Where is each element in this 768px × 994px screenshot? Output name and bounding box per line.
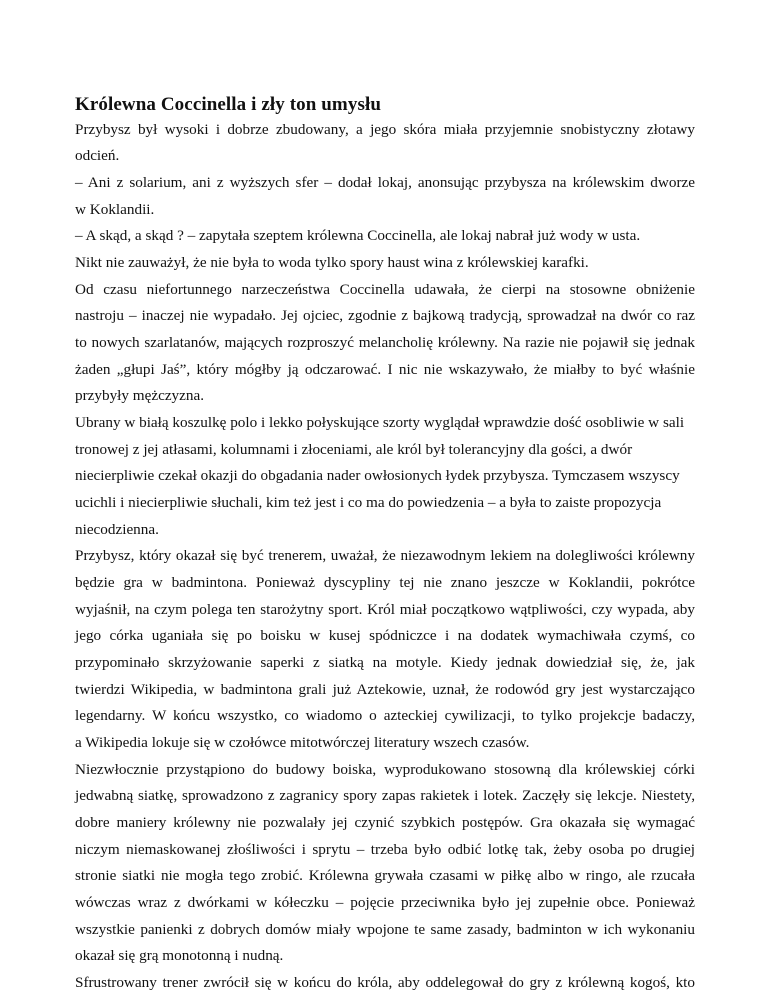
text-line: wyjaśnił, na czym polega ten starożytny sport. Król miał początkowo wątpliwości, czy wypada, aby: [75, 601, 695, 618]
text-line: nastroju – inaczej nie wypadało. Jej ojciec, zgodnie z bajkową tradycją, sprowadzał na dwór co raz: [75, 307, 695, 324]
text-line: odcień.: [75, 147, 120, 164]
text-line: będzie gra w badmintona. Ponieważ dyscypliny tej nie znano jeszcze w Koklandii, pokrótce: [75, 574, 695, 591]
text-line: dobre maniery królewny nie pozwalały jej czynić szybkich postępów. Gra okazała się wymagać: [75, 814, 695, 831]
text-line: przybyły mężczyzna.: [75, 387, 205, 404]
text-line: wówczas wraz z dwórkami w kółeczku – pojęcie przeciwnika było jej zupełnie obce. Ponieważ: [75, 894, 695, 911]
text-line: stronie siatki nie mogła tego zrobić. Królewna grywała czasami w piłkę albo w ringo, ale rzucała: [75, 867, 695, 884]
text-line: żaden „głupi Jaś”, który mógłby ją odczarować. I nic nie wskazywało, że miałby to być właśnie: [75, 361, 695, 378]
text-line: legendarny. W końcu wszystko, co wiadomo o azteckiej cywilizacji, to tylko projekcje badaczy,: [75, 707, 695, 724]
text-line: wszystkie panienki z dobrych domów miały wpojone te same zasady, badminton w ich wykonaniu: [75, 921, 695, 938]
text-line: twierdzi Wikipedia, w badmintona grali już Aztekowie, uznał, że rodowód gry jest wystarczająco: [75, 681, 695, 698]
text-line: jedwabną siatkę, sprowadzono z zagranicy spory zapas rakietek i lotek. Zaczęły się lekcje. Niestety,: [75, 787, 695, 804]
text-line: Nikt nie zauważył, że nie była to woda tylko spory haust wina z królewskiej karafki.: [75, 254, 589, 271]
text-line: niecierpliwie czekał okazji do obgadania nader owłosionych łydek przybysza. Tymczasem wszyscy: [75, 467, 680, 484]
text-line: niecodzienna.: [75, 521, 159, 538]
text-line: Niezwłocznie przystąpiono do budowy boiska, wyprodukowano stosowną dla królewskiej córki: [75, 761, 695, 778]
text-line: Ubrany w białą koszulkę polo i lekko połyskujące szorty wyglądał wprawdzie dość osobliwie w sali: [75, 414, 685, 431]
text-line: Sfrustrowany trener zwrócił się w końcu do króla, aby oddelegował do gry z królewną kogoś, kto: [75, 974, 695, 991]
text-line: a Wikipedia lokuje się w czołówce mitotwórczej literatury wszech czasów.: [75, 734, 530, 751]
text-line: to nowych szarlatanów, mających rozproszyć melancholię królewny. Na razie nie pojawił się jednak: [75, 334, 695, 351]
text-line: przypominało skrzyżowanie saperki z siatką na motyle. Kiedy jednak dowiedział się, że, jak: [75, 654, 695, 671]
text-line: Przybysz był wysoki i dobrze zbudowany, a jego skóra miała przyjemnie snobistyczny złotawy: [75, 121, 695, 138]
text-line: okazał się grą monotonną i nudną.: [75, 947, 284, 964]
text-line: Przybysz, który okazał się być trenerem, uważał, że niezawodnym lekiem na dolegliwości królewny: [75, 547, 695, 564]
document-title: Królewna Coccinella i zły ton umysłu: [75, 94, 382, 115]
text-line: ucichli i niecierpliwie słuchali, kim też jest i co ma do powiedzenia – a była to zaiste propozycja: [75, 494, 662, 511]
text-line: Od czasu niefortunnego narzeczeństwa Coccinella udawała, że cierpi na stosowne obniżenie: [75, 281, 695, 298]
text-line: niczym niemaskowanej złośliwości i sprytu – trzeba było odbić lotkę tak, żeby osoba po drugiej: [75, 841, 695, 858]
text-line: tronowej z jej atłasami, kolumnami i złoceniami, ale król był tolerancyjny dla gości, a dwór: [75, 441, 633, 458]
text-line: – A skąd, a skąd ? – zapytała szeptem królewna Coccinella, ale lokaj nabrał już wody w usta.: [75, 227, 641, 244]
text-line: w Koklandii.: [75, 201, 155, 218]
text-line: jego córka uganiała się po boisku w kusej spódniczce i na dodatek wymachiwała czymś, co: [75, 627, 695, 644]
text-line: – Ani z solarium, ani z wyższych sfer – dodał lokaj, anonsując przybysza na królewskim dworze: [75, 174, 695, 191]
